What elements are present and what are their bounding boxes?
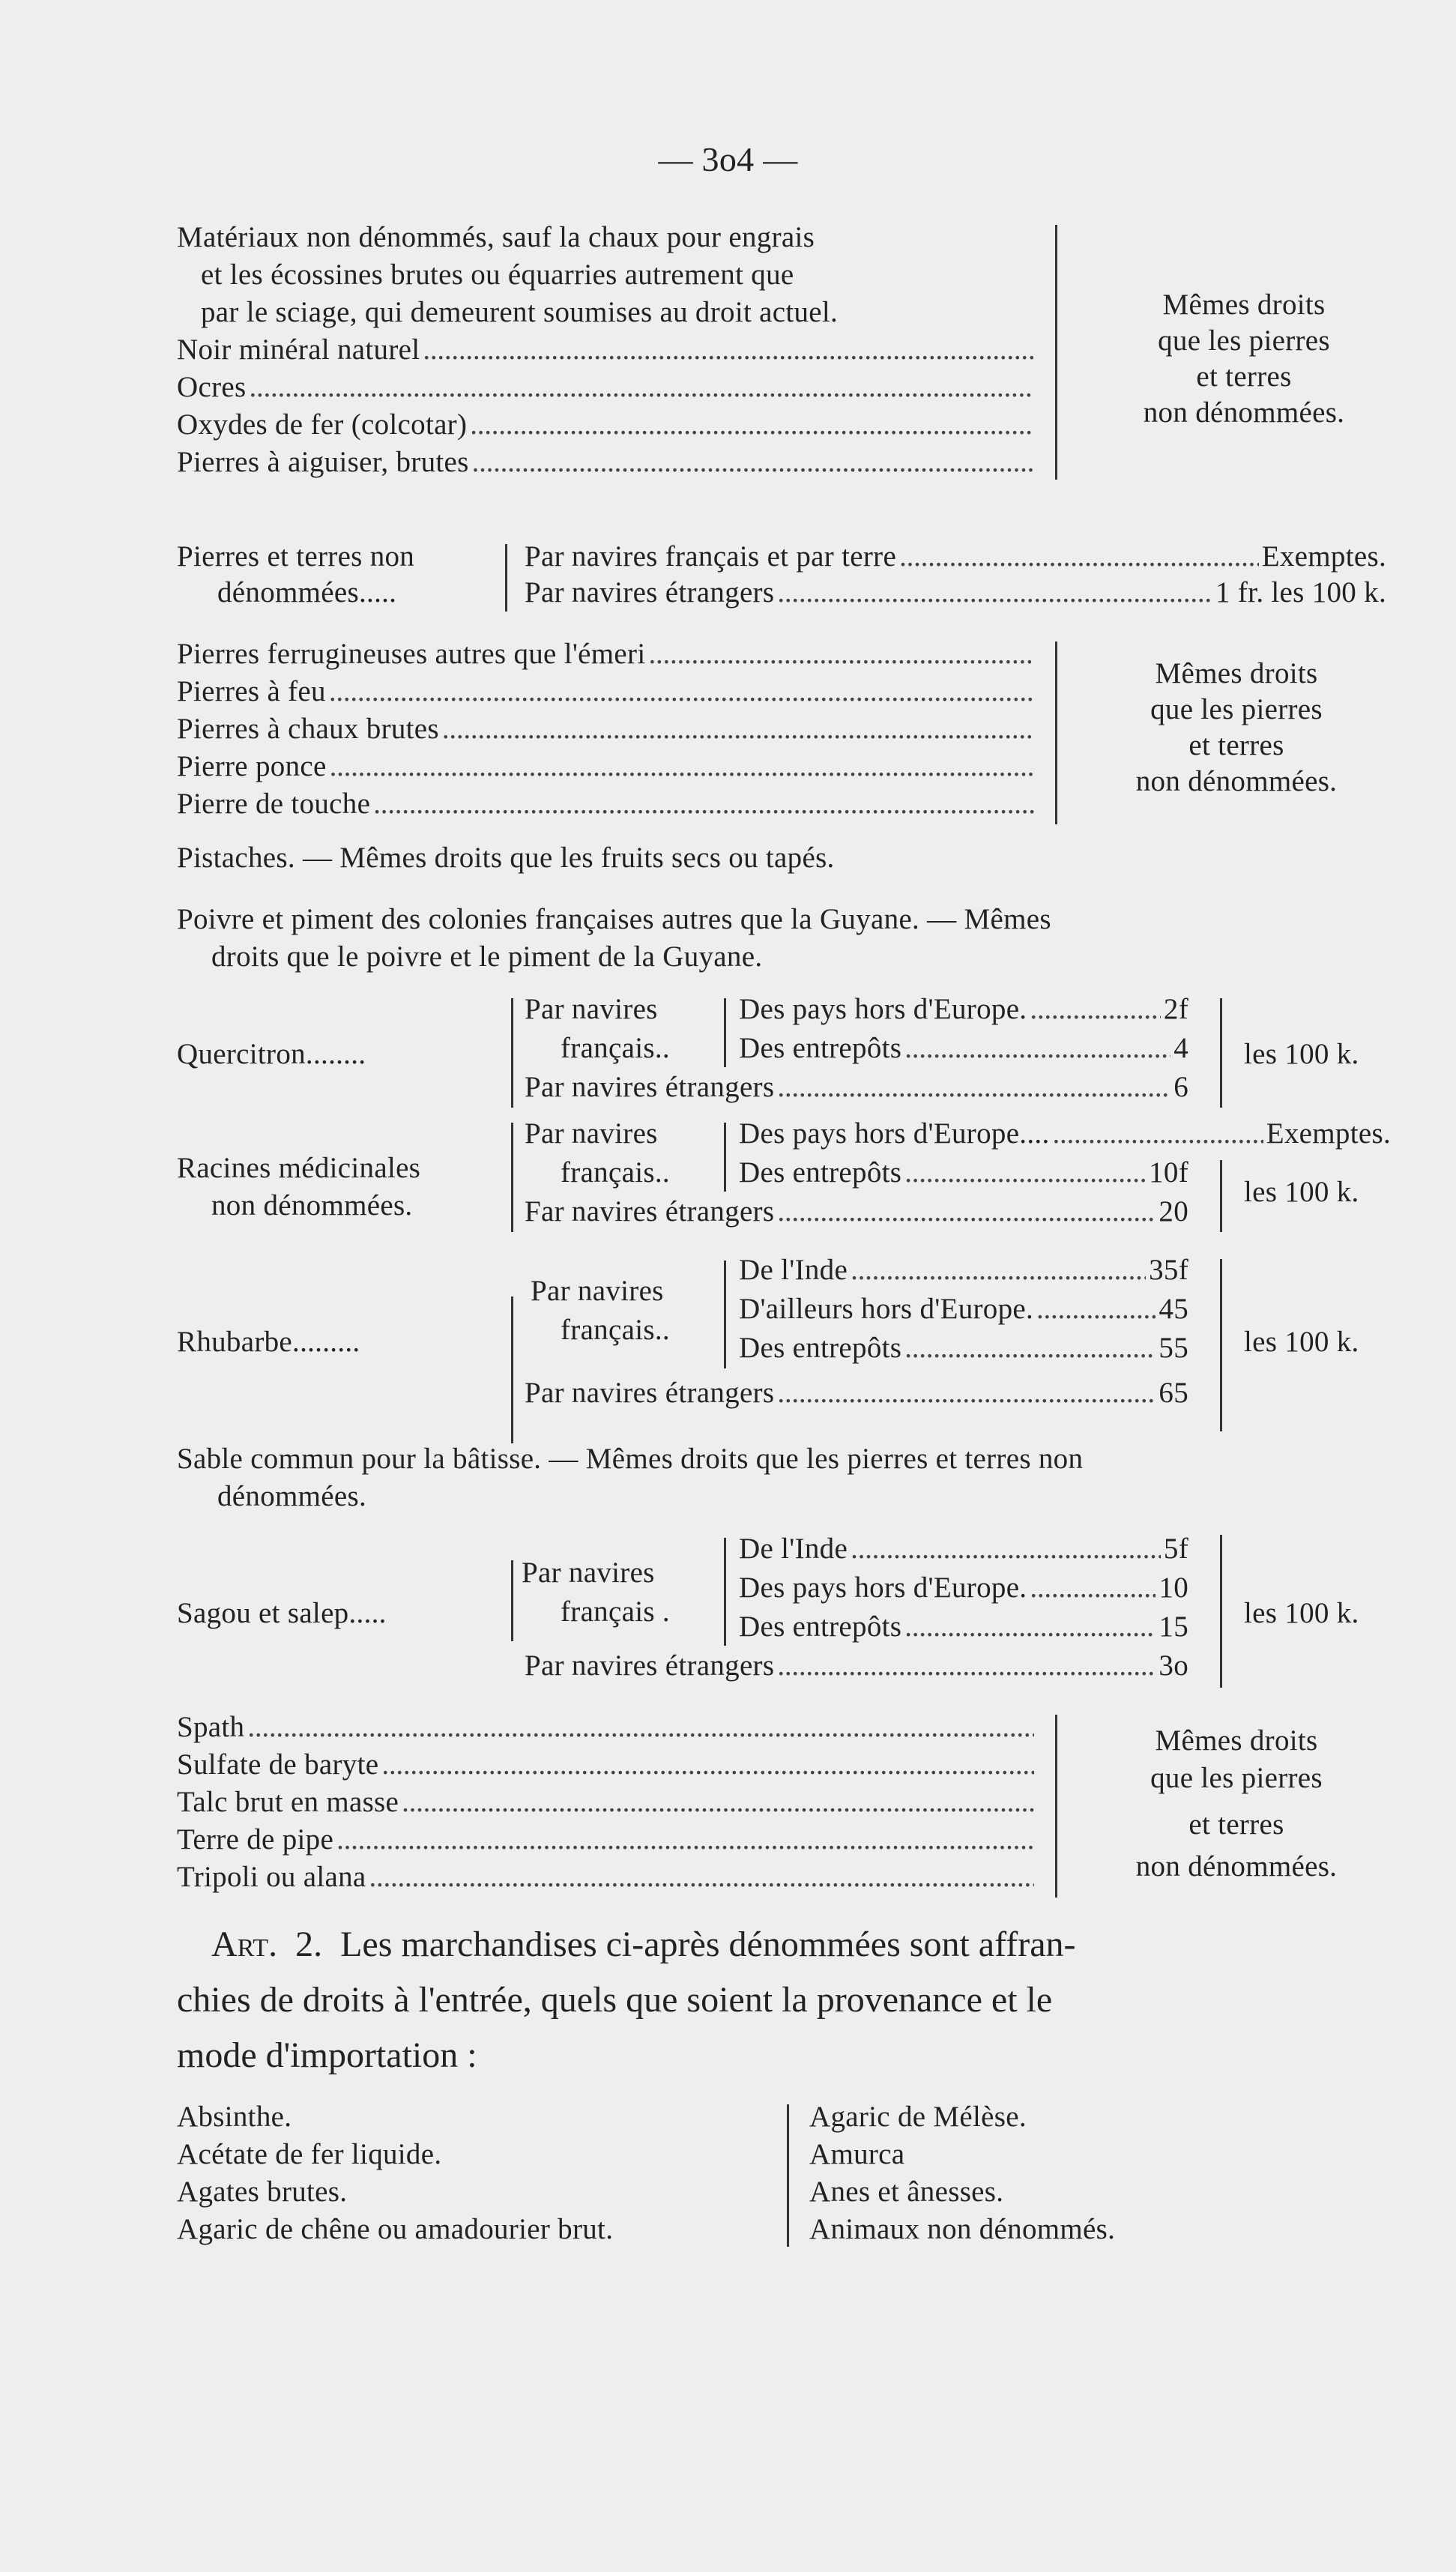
line: Noir minéral naturel . . . [177,333,1037,367]
line: Pierres à chaux brutes . . . [177,712,1037,746]
note: et terres [1188,1808,1284,1841]
sub-label: français.. [561,1314,670,1346]
label: Racines médicinales [177,1152,421,1184]
row: Par navires français et par terre . . . Exemptes. [525,540,1386,574]
row: Des pays hors d'Europe. . . . 2f [739,992,1188,1027]
line: Oxydes de fer (colcotar) . . . [177,408,1037,442]
row: De l'Inde . . . 35f [739,1253,1188,1287]
row: Far navires étrangers . . . 20 [525,1195,1188,1229]
row: Par navires étrangers . . . 65 [525,1376,1188,1410]
list-item: Acétate de fer liquide. [177,2138,442,2170]
brace [511,1560,513,1641]
brace [1214,998,1222,1108]
poivre-line: Poivre et piment des colonies françaises autres que la Guyane. — Mêmes [177,903,1051,935]
row: D'ailleurs hors d'Europe. . . . 45 [739,1292,1188,1326]
brace [1049,225,1057,480]
sub-label: français . [561,1596,670,1628]
line: Matériaux non dénommés, sauf la chaux pour engrais [177,221,815,253]
label: Rhubarbe......... [177,1326,360,1358]
sub-label: français.. [561,1032,670,1064]
list-item: Agaric de chêne ou amadourier brut. [177,2213,614,2245]
row: Par navires étrangers . . . 3o [525,1649,1188,1683]
brace [724,1261,726,1368]
row: Des entrepôts . . . 10f [739,1156,1188,1190]
brace [724,998,726,1067]
poivre-line: droits que le poivre et le piment de la Guyane. [211,941,763,973]
article-line: Art. 2. Les marchandises ci-après dénommées sont affran- [211,1925,1076,1964]
label: Quercitron........ [177,1038,366,1070]
label: Pierres et terres non [177,540,415,573]
note: Mêmes droits [1155,1724,1318,1757]
note: Mêmes droits [1155,657,1318,689]
row: Des pays hors d'Europe.... . . . Exemptes. [739,1117,1391,1151]
unit: les 100 k. [1244,1038,1359,1070]
list-item: Amurca [809,2138,905,2170]
brace [1214,1259,1222,1431]
line: Pierres à feu . . . [177,674,1037,709]
note: et terres [1188,729,1284,761]
sub-label: français.. [561,1156,670,1189]
line: Spath . . . [177,1710,1037,1745]
list-item: Absinthe. [177,2101,292,2133]
row: Par navires étrangers . . . 1 fr. les 100 k. [525,576,1386,610]
brace [1049,642,1057,824]
line: Ocres . . . [177,370,1037,405]
unit: les 100 k. [1244,1326,1359,1358]
row: Des entrepôts . . . 55 [739,1331,1188,1365]
sable-line: dénommées. [217,1480,367,1512]
column-divider [787,2104,789,2247]
unit: les 100 k. [1244,1597,1359,1629]
sub-label: Par navires [525,993,658,1025]
note: que les pierres [1150,693,1323,725]
row: Des entrepôts . . . 15 [739,1610,1188,1644]
brace [1214,1160,1222,1232]
note: que les pierres [1158,324,1330,357]
brace [1214,1535,1222,1688]
label: Sagou et salep..... [177,1597,387,1629]
list-item: Agaric de Mélèse. [809,2101,1027,2133]
sable-line: Sable commun pour la bâtisse. — Mêmes droits que les pierres et terres non [177,1443,1084,1475]
line: Sulfate de baryte . . . [177,1748,1037,1782]
note: non dénommées. [1135,1850,1338,1883]
line: et les écossines brutes ou équarries autrement que [201,259,794,291]
line: Talc brut en masse . . . [177,1785,1037,1820]
sub-label: Par navires [522,1557,655,1589]
note: et terres [1196,360,1292,393]
line: Pierres ferrugineuses autres que l'émeri . . . [177,637,1037,671]
brace [511,998,513,1108]
label: non dénommées. [211,1189,413,1222]
brace [1049,1715,1057,1898]
brace [505,544,507,612]
pistaches-line: Pistaches. — Mêmes droits que les fruits secs ou tapés. [177,842,835,874]
note: non dénommées. [1143,396,1345,429]
page-number: — 3o4 — [658,140,798,178]
label: dénommées..... [217,576,397,609]
row: Des pays hors d'Europe. . . . 10 [739,1571,1188,1605]
line: Tripoli ou alana . . . [177,1860,1037,1895]
line: Pierre ponce . . . [177,749,1037,784]
list-item: Agates brutes. [177,2176,348,2208]
sub-label: Par navires [525,1117,658,1150]
line: par le sciage, qui demeurent soumises au droit actuel. [201,296,839,328]
list-item: Anes et ânesses. [809,2176,1004,2208]
list-item: Animaux non dénommés. [809,2213,1116,2245]
note: non dénommées. [1135,765,1338,797]
brace [724,1123,726,1192]
line: Pierres à aiguiser, brutes . . . [177,445,1037,480]
line: Terre de pipe . . . [177,1823,1037,1857]
sub-label: Par navires [531,1275,664,1307]
row: Par navires étrangers . . . 6 [525,1070,1188,1105]
unit: les 100 k. [1244,1176,1359,1208]
note: Mêmes droits [1162,289,1326,321]
brace [511,1123,513,1232]
brace [724,1538,726,1646]
article-line: mode d'importation : [177,2035,477,2075]
note: que les pierres [1150,1762,1323,1794]
article-line: chies de droits à l'entrée, quels que soient la provenance et le [177,1980,1053,2020]
row: Des entrepôts . . . 4 [739,1031,1188,1066]
brace [511,1296,513,1443]
line: Pierre de touche . . . [177,787,1037,821]
row: De l'Inde . . . 5f [739,1532,1188,1566]
